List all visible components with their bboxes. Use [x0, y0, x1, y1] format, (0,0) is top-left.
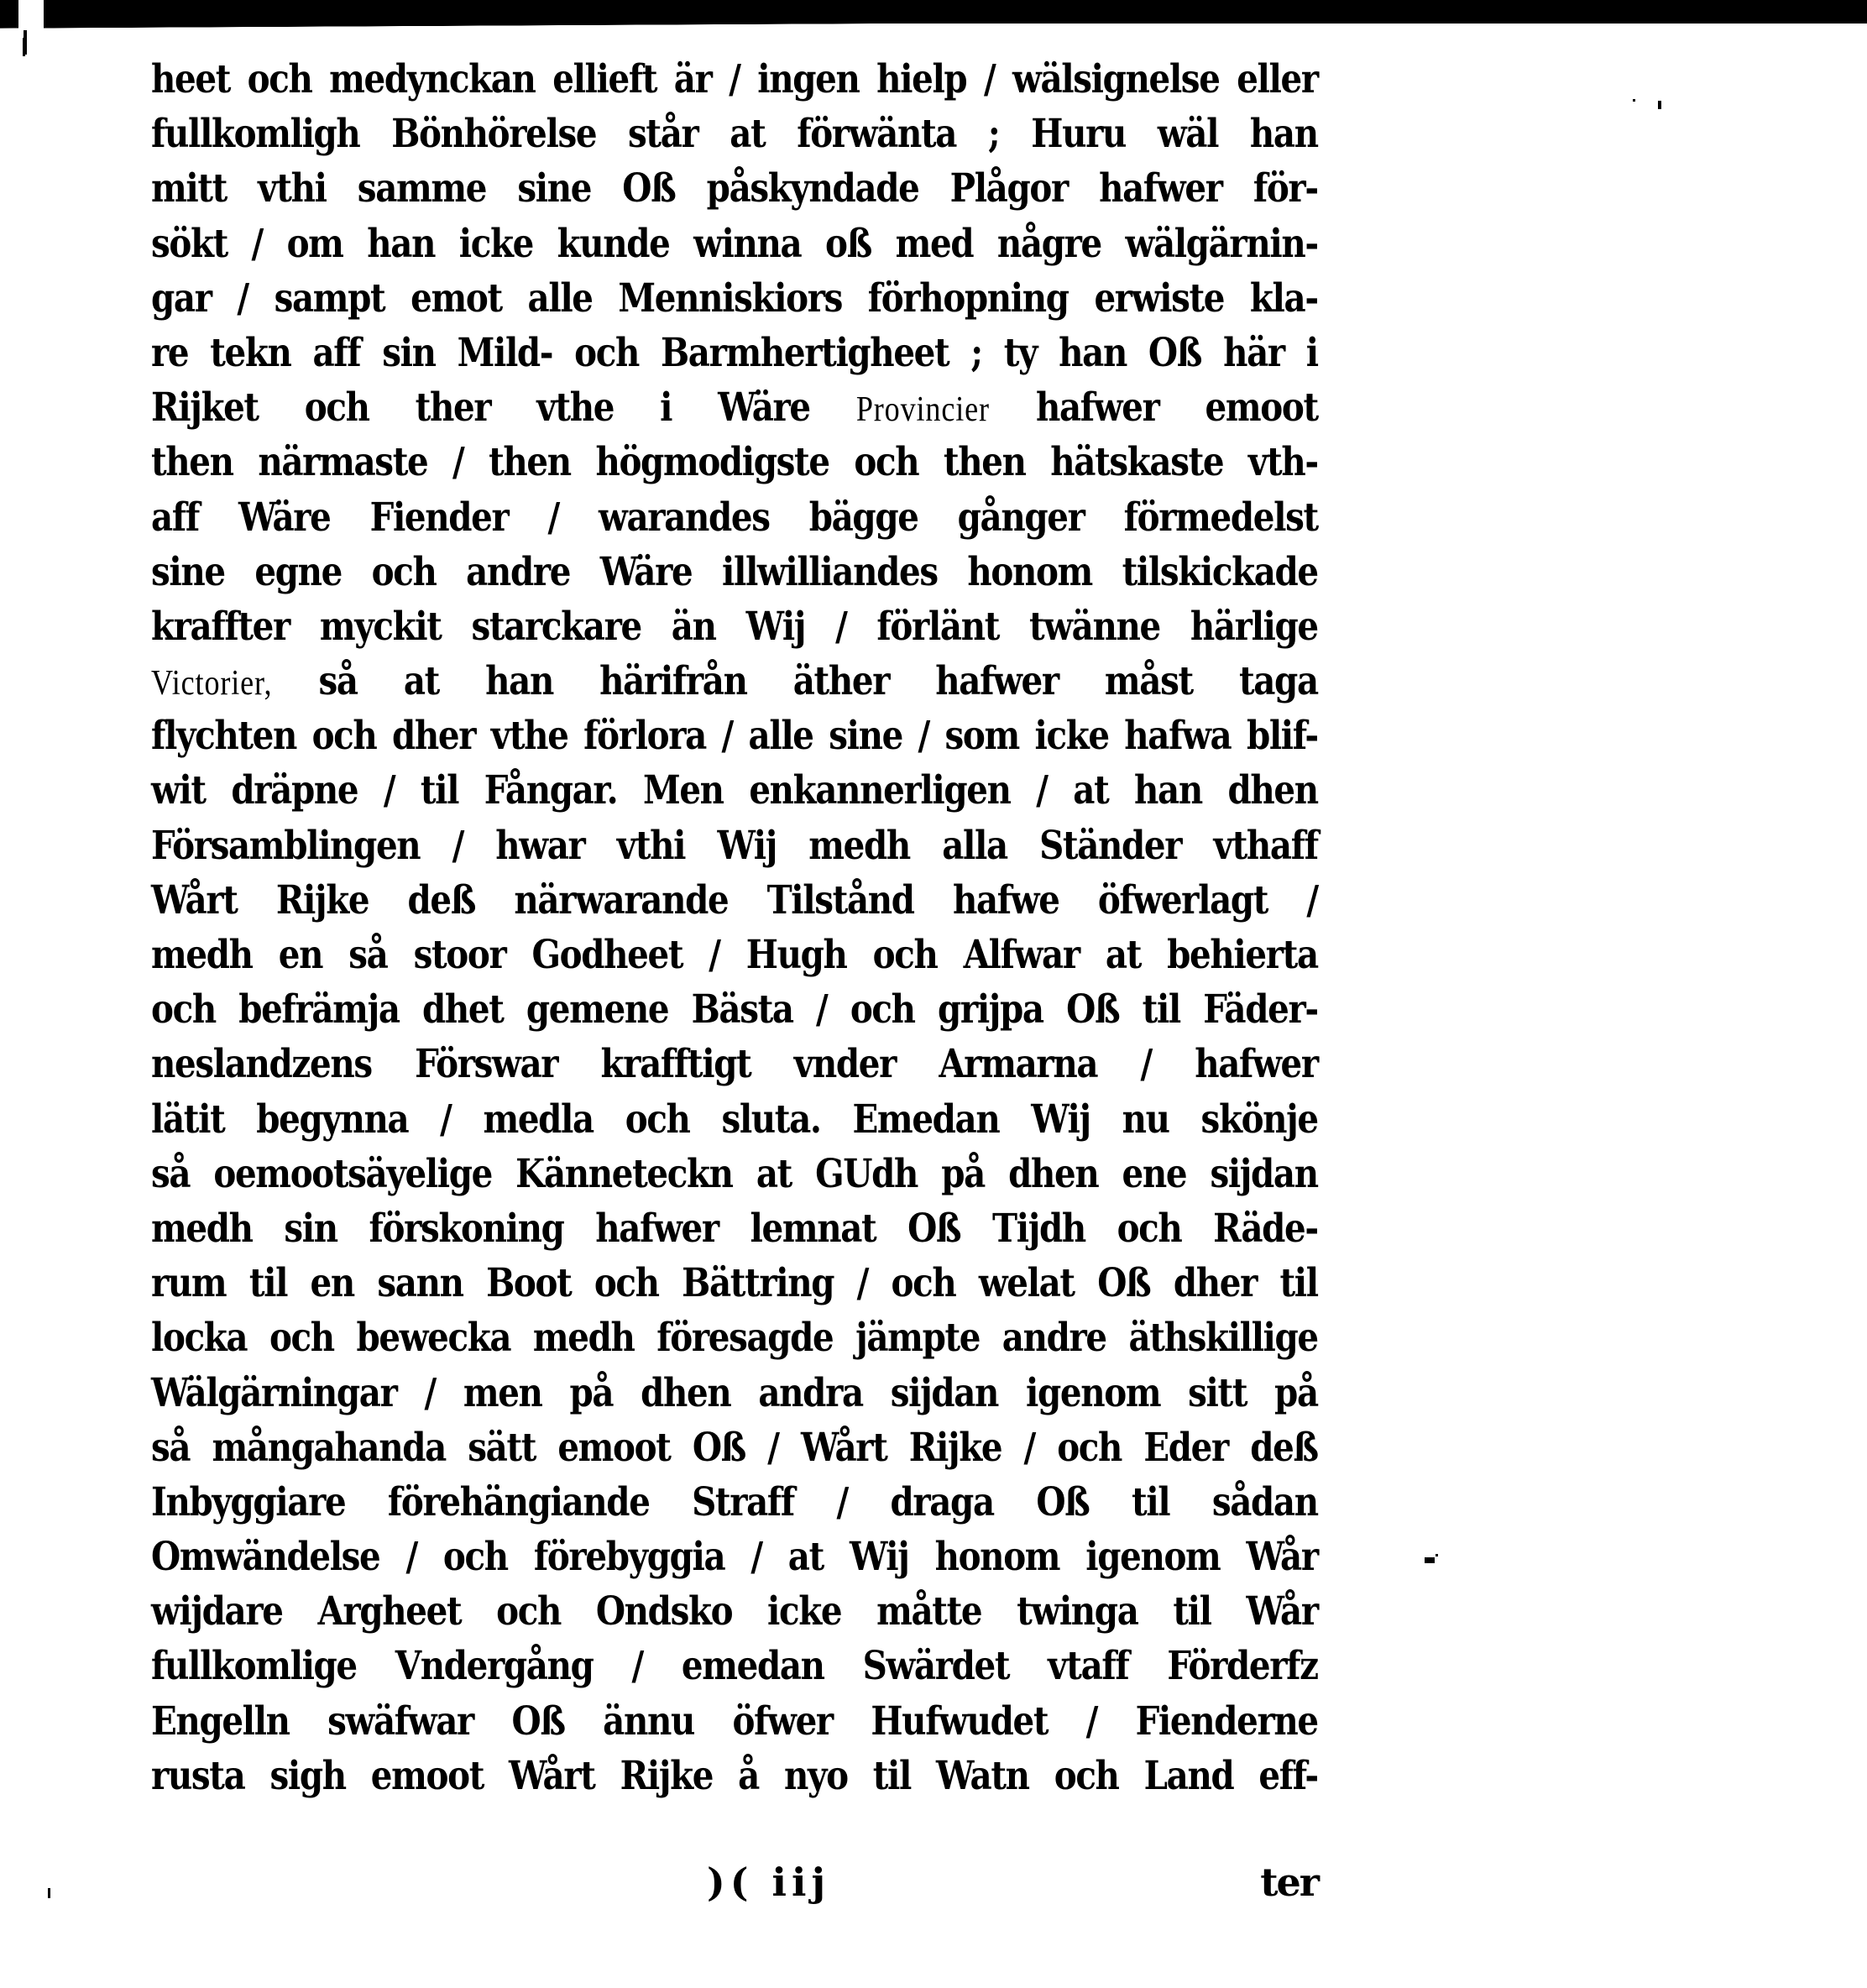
text-segment: then närmaste / then högmodigste och then hätskaste vth- — [151, 439, 1318, 486]
text-line — [151, 435, 1318, 489]
text-line — [151, 873, 1318, 928]
text-line — [151, 599, 1318, 654]
text-line — [151, 545, 1318, 599]
page-footer — [151, 1857, 1318, 1907]
ink-speck — [48, 1888, 50, 1898]
text-line — [151, 982, 1318, 1037]
text-segment: rusta sigh emoot Wårt Rijke å nyo til Watn och Land eff- — [151, 1752, 1318, 1799]
text-line — [151, 161, 1318, 216]
ink-speck — [1436, 1554, 1438, 1556]
text-line — [151, 1147, 1318, 1201]
ink-speck — [1633, 99, 1635, 102]
text-line — [151, 763, 1318, 818]
text-line — [151, 928, 1318, 982]
text-segment: Engelln swäfwar Oß ännu öfwer Hufwudet / Fienderne — [151, 1698, 1318, 1745]
text-line — [151, 326, 1318, 380]
text-line — [151, 654, 1318, 709]
text-line — [151, 1420, 1318, 1475]
text-line — [151, 1256, 1318, 1311]
text-line — [151, 1530, 1318, 1584]
scan-top-border-shadow — [0, 20, 1867, 30]
text-line — [151, 271, 1318, 326]
text-segment: Wälgärningar / men på dhen andra sijdan igenom sitt på — [151, 1369, 1318, 1416]
text-line — [151, 1201, 1318, 1256]
text-line — [151, 1749, 1318, 1803]
text-segment: sine egne och andre Wäre illwilliandes honom tilskickade — [151, 548, 1318, 595]
text-segment: Rijket och ther vthe i Wäre — [151, 385, 856, 432]
text-segment: fullkomlige Vndergång / emedan Swärdet vtaff Förderfz — [151, 1643, 1318, 1690]
text-segment: kraffter myckit starckare än Wij / förlänt twänne härlige — [151, 603, 1318, 650]
text-segment: Inbyggiare förehängiande Straff / draga Oß til sådan — [151, 1478, 1318, 1525]
text-segment: Wårt Rijke deß närwarande Tilstånd hafwe öfwerlagt / — [151, 876, 1318, 923]
text-segment: medh sin förskoning hafwer lemnat Oß Tijdh och Räde- — [151, 1205, 1318, 1252]
text-segment: aff Wäre Fiender / warandes bägge gånger förmedelst — [151, 494, 1318, 541]
roman-type-word: Victorier, — [151, 664, 273, 704]
scan-left-edge-notch — [18, 0, 44, 30]
text-segment: så oemootsäyelige Känneteckn at GUdh på dhen ene sijdan — [151, 1150, 1318, 1197]
text-segment: Omwändelse / och förebyggia / at Wij honom igenom Wår — [151, 1534, 1318, 1581]
text-line — [151, 1475, 1318, 1530]
text-segment: Församblingen / hwar vthi Wij medh alla Ständer vthaff — [151, 822, 1318, 869]
text-line — [151, 490, 1318, 545]
text-segment: flychten och dher vthe förlora / alle sine / som icke hafwa blif- — [151, 713, 1318, 760]
text-segment: wijdare Argheet och Ondsko icke måtte twinga til Wår — [151, 1588, 1318, 1635]
text-line — [151, 1639, 1318, 1693]
ink-speck — [1658, 101, 1661, 109]
text-segment: gar / sampt emot alle Menniskiors förhopning erwiste kla- — [151, 275, 1318, 322]
text-segment: så at han härifrån äther hafwer måst taga — [272, 658, 1318, 705]
page-body-text — [151, 52, 1318, 1803]
text-line — [151, 1037, 1318, 1091]
text-line — [151, 1584, 1318, 1639]
text-segment: medh en så stoor Godheet / Hugh och Alfwar at behierta — [151, 932, 1318, 978]
catchword: ter — [1260, 1860, 1318, 1905]
text-segment: locka och bewecka medh föresagde jämpte andre äthskillige — [151, 1315, 1318, 1362]
scan-left-edge-tick — [23, 38, 25, 56]
text-segment: mitt vthi samme sine Oß påskyndade Plågor hafwer för- — [151, 165, 1318, 212]
text-segment: så mångahanda sätt emoot Oß / Wårt Rijke / och Eder deß — [151, 1424, 1318, 1471]
text-segment: och befrämja dhet gemene Bästa / och grijpa Oß til Fäder- — [151, 986, 1318, 1033]
signature-mark: )( iij — [707, 1860, 831, 1905]
text-segment: wit dräpne / til Fångar. Men enkannerligen / at han dhen — [151, 767, 1318, 814]
text-segment: lätit begynna / medla och sluta. Emedan Wij nu skönje — [151, 1096, 1318, 1143]
ink-speck — [1425, 1557, 1435, 1563]
text-line — [151, 52, 1318, 107]
text-segment: neslandzens Förswar krafftigt vnder Armarna / hafwer — [151, 1041, 1318, 1088]
text-line — [151, 1366, 1318, 1420]
text-segment: rum til en sann Boot och Bättring / och welat Oß dher til — [151, 1260, 1318, 1307]
text-line — [151, 1092, 1318, 1147]
text-segment: sökt / om han icke kunde winna oß med någre wälgärnin- — [151, 220, 1318, 267]
text-line — [151, 709, 1318, 763]
text-line — [151, 380, 1318, 435]
text-segment: re tekn aff sin Mild- och Barmhertigheet ; ty han Oß här i — [151, 329, 1318, 376]
text-line — [151, 107, 1318, 161]
text-line — [151, 1311, 1318, 1365]
text-segment: heet och medynckan ellieft är / ingen hielp / wälsignelse eller — [151, 56, 1318, 102]
text-segment: fullkomligh Bönhörelse står at förwänta ; Huru wäl han — [151, 111, 1318, 158]
text-line — [151, 217, 1318, 271]
text-segment: hafwer emoot — [989, 385, 1318, 432]
text-line — [151, 1694, 1318, 1749]
roman-type-word: Provincier — [855, 390, 990, 430]
text-line — [151, 819, 1318, 873]
